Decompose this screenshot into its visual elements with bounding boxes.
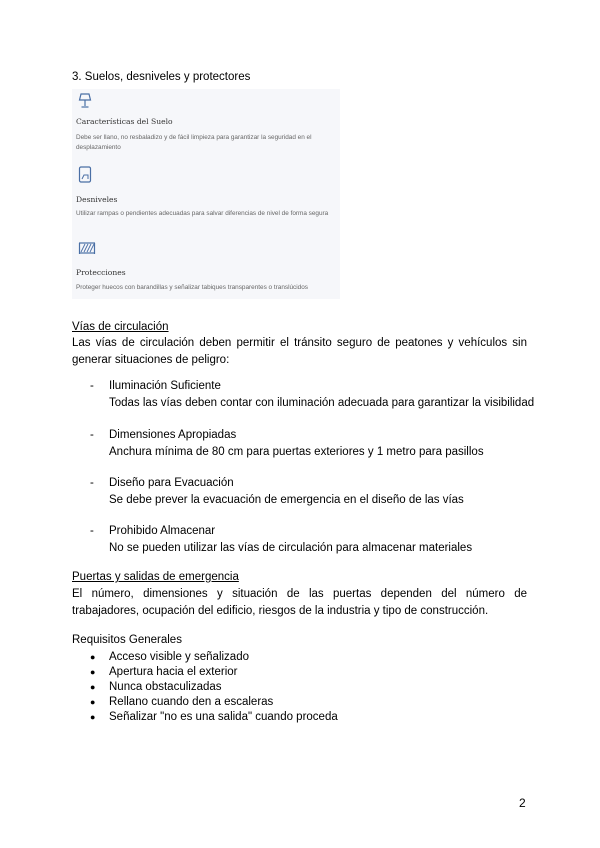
- lamp-icon: [78, 93, 92, 114]
- list-dash: -: [90, 525, 94, 537]
- railing-icon: [78, 241, 96, 260]
- list-item-description: Anchura mínima de 80 cm para puertas exteriores y 1 metro para pasillos: [109, 446, 484, 458]
- list-item-text: Rellano cuando den a escaleras: [109, 696, 274, 708]
- card-desc-suelo: Debe ser llano, no resbaladizo y de fácil limpieza para garantizar la seguridad en el desplazamiento: [76, 134, 312, 151]
- list-item-text: Señalizar "no es una salida" cuando proceda: [109, 711, 338, 723]
- card-desc-desniveles: Utilizar rampas o pendientes adecuadas para salvar diferencias de nivel de forma segura: [76, 210, 329, 217]
- page-number: 2: [519, 796, 526, 810]
- list-dash: -: [90, 380, 94, 392]
- list-item-description: Todas las vías deben contar con iluminación adecuada para garantizar la visibilidad: [109, 397, 535, 409]
- bullet-dot: ●: [90, 697, 96, 707]
- bullet-dot: ●: [90, 712, 96, 722]
- puertas-title: Puertas y salidas de emergencia: [72, 571, 239, 583]
- list-dash: -: [90, 477, 94, 489]
- list-item-description: No se pueden utilizar las vías de circulación para almacenar materiales: [109, 542, 473, 554]
- list-item-description: Se debe prever la evacuación de emergencia en el diseño de las vías: [109, 494, 464, 506]
- card-title-desniveles: Desniveles: [76, 195, 118, 204]
- list-item-text: Nunca obstaculizadas: [109, 681, 222, 693]
- list-item-title: Prohibido Almacenar: [109, 525, 216, 537]
- bullet-dot: ●: [90, 652, 96, 662]
- list-item-text: Apertura hacia el exterior: [109, 666, 238, 678]
- requisitos-title: Requisitos Generales: [72, 634, 182, 646]
- tablet-icon: [78, 166, 92, 189]
- card-title-suelo: Características del Suelo: [76, 117, 173, 126]
- vias-intro: Las vías de circulación deben permitir el tránsito seguro de peatones y vehículos sin generar situaciones de peligro:: [72, 337, 527, 366]
- puertas-intro: El número, dimensiones y situación de las puertas dependen del número de trabajadores, ocupación del edificio, riesgos de la industria y tipo de construcción.: [72, 588, 527, 617]
- info-card-panel: [72, 89, 340, 299]
- card-desc-protecciones: Proteger huecos con barandillas y señalizar tabiques transparentes o translúcidos: [76, 284, 308, 291]
- bullet-dot: ●: [90, 682, 96, 692]
- list-item-title: Diseño para Evacuación: [109, 477, 234, 489]
- list-item-title: Dimensiones Apropiadas: [109, 429, 237, 441]
- list-dash: -: [90, 429, 94, 441]
- list-item-text: Acceso visible y señalizado: [109, 651, 249, 663]
- list-item-title: Iluminación Suficiente: [109, 380, 221, 392]
- vias-title: Vías de circulación: [72, 321, 169, 333]
- bullet-dot: ●: [90, 667, 96, 677]
- section-heading: 3. Suelos, desniveles y protectores: [72, 71, 251, 83]
- card-title-protecciones: Protecciones: [76, 268, 126, 277]
